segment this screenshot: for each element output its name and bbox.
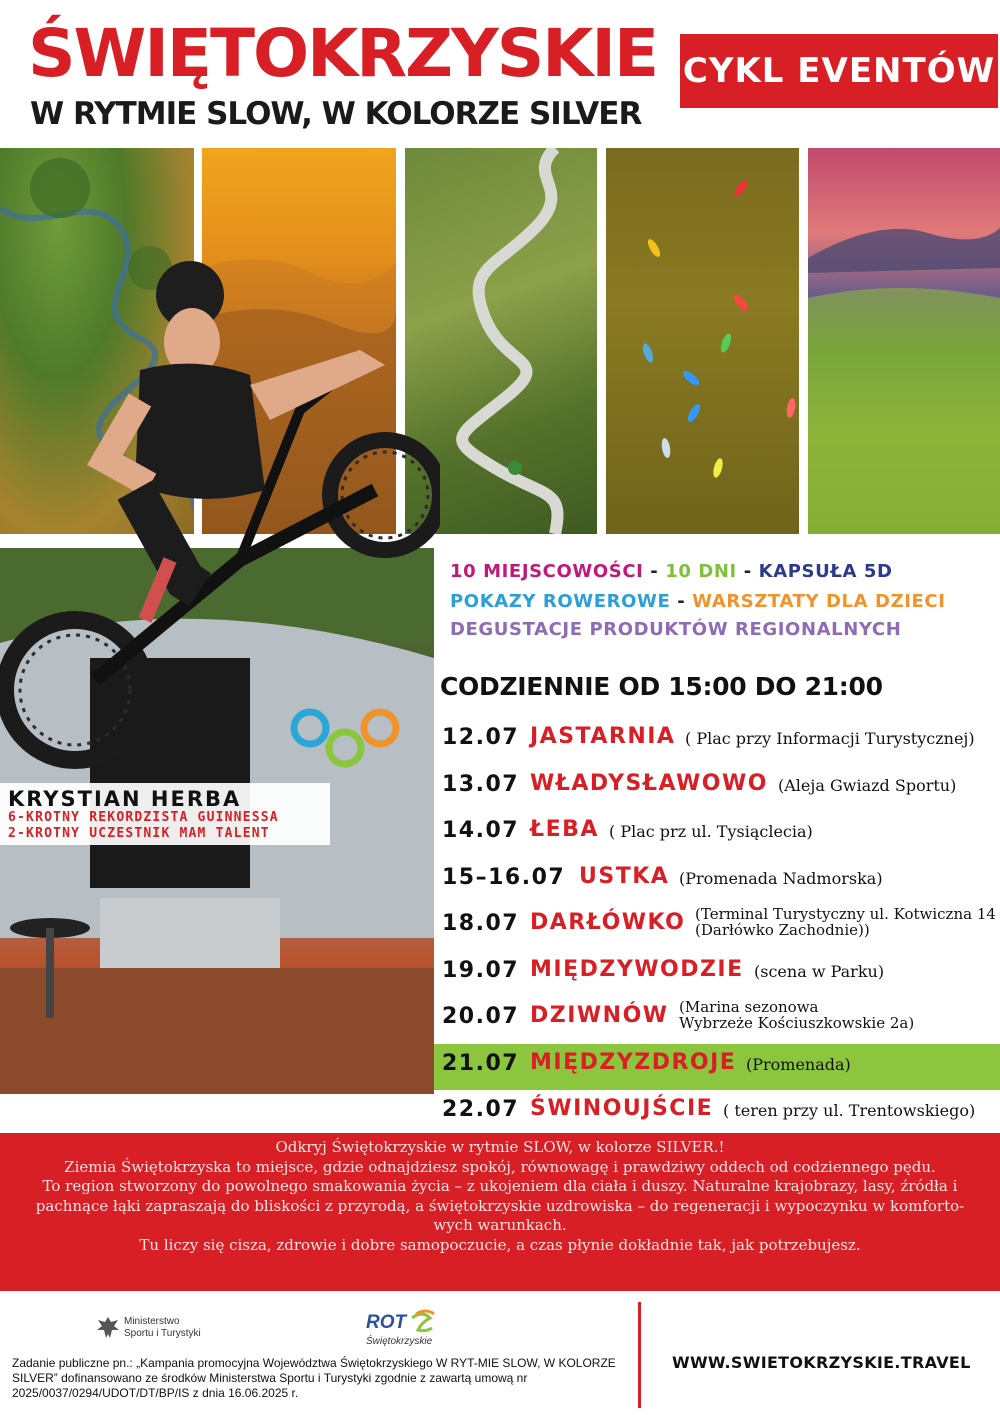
event-town: ŚWINOUJŚCIE [530, 1096, 714, 1121]
rot-logo-title: ROT [366, 1312, 407, 1333]
event-town: USTKA [579, 863, 670, 889]
fields-illustration [808, 148, 1000, 534]
person-figure [508, 461, 522, 475]
highlight-line-2 [450, 591, 946, 612]
kayaks-illustration [606, 148, 799, 534]
ministry-logo-text [124, 1316, 201, 1340]
event-venue: (Promenada Nadmorska) [679, 868, 883, 888]
event-town: ŁEBA [530, 817, 599, 842]
event-date: 22.07 [442, 1097, 520, 1122]
schedule-row [434, 997, 1000, 1043]
event-venue: ( Plac przy Informacji Turystycznej) [685, 729, 975, 748]
cyclist-figure [0, 260, 440, 780]
highlight-segment: WARSZTATY DLA DZIECI [692, 591, 946, 612]
eagle-emblem-icon [94, 1314, 122, 1342]
photo-kayaks [606, 148, 799, 534]
event-venue: ( teren przy ul. Trentowskiego) [723, 1101, 976, 1120]
highlight-segment: - [736, 561, 759, 582]
schedule-row [434, 858, 1000, 904]
cycle-badge: CYKL EVENTÓW [680, 34, 998, 108]
athlete-record-2: 2-KROTNY UCZESTNIK MAM TALENT [8, 826, 270, 841]
highlight-segment: DEGUSTACJE PRODUKTÓW REGIONALNYCH [450, 619, 902, 640]
photo-green-fields [808, 148, 1000, 534]
rot-logo-subtitle: Świętokrzyskie [366, 1336, 433, 1347]
page-subtitle: W RYTMIE SLOW, W KOLORZE SILVER [30, 96, 642, 132]
highlight-segment: - [670, 591, 693, 612]
info-line: Odkryj Świętokrzyskie w rytmie SLOW, w kolorze SILVER.! [275, 1138, 725, 1156]
event-date: 19.07 [442, 957, 520, 983]
event-venue: (Promenada) [746, 1054, 851, 1074]
athlete-name: KRYSTIAN HERBA [8, 787, 242, 811]
event-venue: ( Plac prz ul. Tysiąclecia) [609, 822, 813, 841]
website-link[interactable]: WWW.SWIETOKRZYSKIE.TRAVEL [672, 1353, 971, 1372]
event-town: DARŁÓWKO [530, 910, 686, 935]
event-town: JASTARNIA [530, 724, 676, 749]
event-venue-line-2: Wybrzeże Kościuszkowskie 2a) [679, 1014, 915, 1032]
funding-footnote: Zadanie publiczne pn.: „Kampania promocyjna Województwa Świętokrzyskiego W RYT-MIE SLOW, W KOLORZE SILVER” dofinansowano ze środków Ministerstwa Sportu i Turystyki zgodnie z zawartą umową nr 2025/0037/0294/UDOT/DT/BP/IS z dnia 16.06.2025 r. [12, 1356, 616, 1400]
highlight-line-1 [450, 561, 893, 582]
highlight-segment: KAPSUŁA 5D [758, 561, 893, 582]
schedule-row [434, 718, 1000, 764]
page-title: ŚWIĘTOKRZYSKIE [28, 15, 658, 92]
schedule-row [434, 904, 1000, 950]
event-town: WŁADYSŁAWOWO [530, 770, 768, 796]
event-venue-line-1: (Terminal Turystyczny ul. Kotwiczna 14 [695, 905, 996, 923]
info-line: Tu liczy się cisza, zdrowie i dobre samopoczucie, a czas płynie dokładnie tak, jak potrzebujesz. [139, 1235, 861, 1254]
info-line: Ziemia Świętokrzyska to miejsce, gdzie odnajdziesz spokój, równowagę i prawdziwy oddech od codziennego pędu. [64, 1157, 936, 1176]
daily-hours: CODZIENNIE OD 15:00 DO 21:00 [440, 672, 883, 701]
event-venue: (Aleja Gwiazd Sportu) [778, 775, 957, 795]
schedule-row [434, 1090, 1000, 1136]
schedule-row [434, 1044, 1000, 1090]
event-date: 21.07 [442, 1050, 520, 1076]
footer-divider [638, 1302, 641, 1408]
event-town: DZIWNÓW [530, 1003, 669, 1028]
schedule-row [434, 765, 1000, 811]
event-venue: (scena w Parku) [754, 961, 885, 981]
athlete-record-1: 6-KROTNY REKORDZISTA GUINNESSA [8, 810, 279, 825]
highlight-segment: POKAZY ROWEROWE [450, 591, 671, 612]
info-text [20, 1138, 980, 1255]
info-line: wych warunkach. [433, 1216, 567, 1234]
event-date: 18.07 [442, 911, 520, 936]
ministry-name-2: Sportu i Turystyki [124, 1328, 201, 1339]
event-date: 15–16.07 [442, 864, 566, 890]
highlight-segment: 10 MIEJSCOWOŚCI [450, 561, 644, 582]
event-town: MIĘDZYZDROJE [530, 1049, 737, 1075]
event-date: 13.07 [442, 771, 520, 797]
highlight-segment: 10 DNI [665, 561, 737, 582]
event-date: 14.07 [442, 818, 520, 843]
event-date: 12.07 [442, 725, 520, 750]
schedule-row [434, 951, 1000, 997]
event-venue-line-1: (Marina sezonowa [679, 998, 819, 1016]
event-town: MIĘDZYWODZIE [530, 956, 744, 982]
rot-logo [360, 1308, 450, 1352]
event-venue-line-2: (Darłówko Zachodnie)) [695, 921, 870, 939]
highlight-segment: - [643, 561, 666, 582]
info-line: To region stworzony do powolnego smakowania życia – z ukojeniem dla ciała i duszy. Naturalne krajobrazy, lasy, źródła i [42, 1177, 958, 1195]
ministry-name-1: Ministerstwo [124, 1316, 180, 1327]
event-date: 20.07 [442, 1004, 520, 1029]
schedule-row [434, 811, 1000, 857]
info-line: pachnące łąki zapraszają do bliskości z przyrodą, a świętokrzyskie uzdrowiska – do regeneracji i wypoczynku w komforto- [35, 1196, 965, 1215]
highlight-line-3 [450, 619, 901, 640]
